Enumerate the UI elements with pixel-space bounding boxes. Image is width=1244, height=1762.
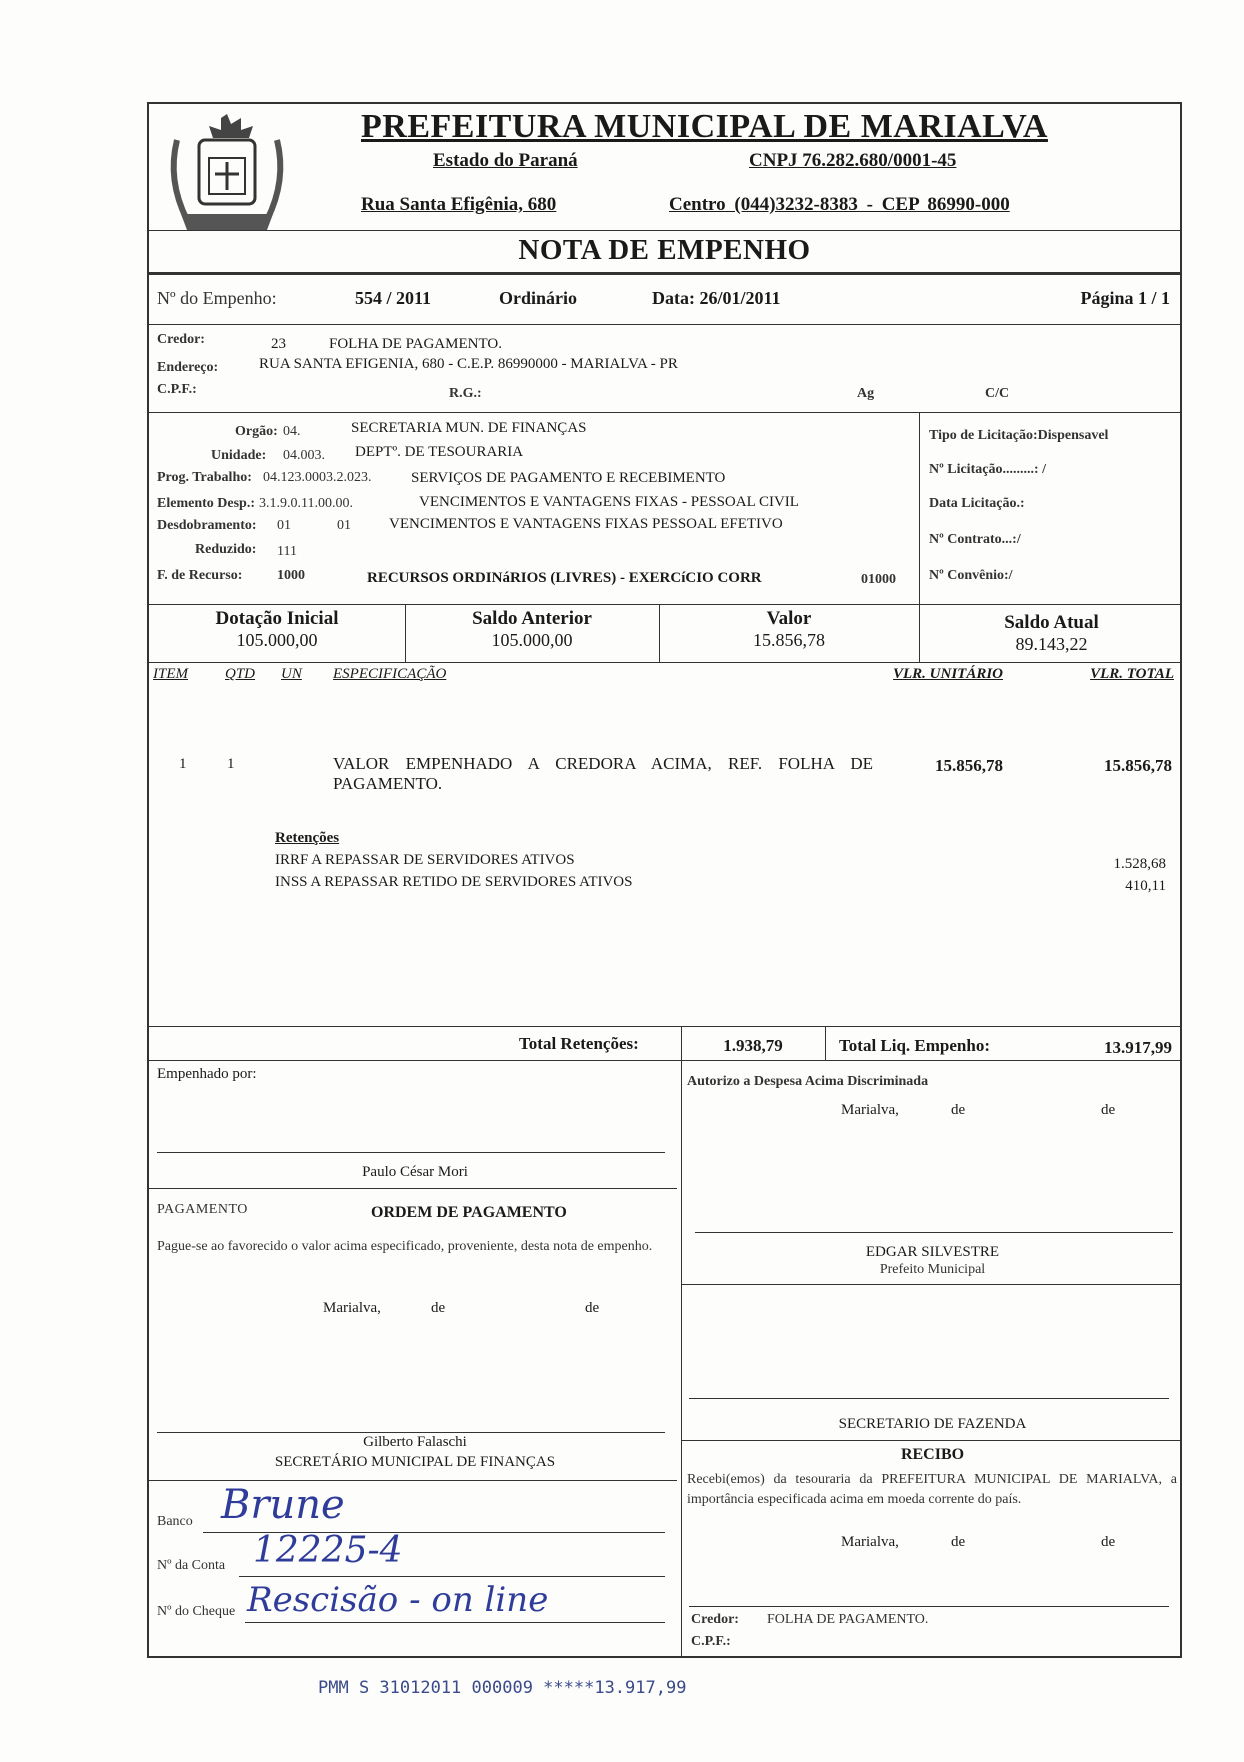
total-liq-label: Total Liq. Empenho: [839, 1036, 990, 1055]
col-vlr-unitario: VLR. UNITÁRIO [893, 666, 1004, 682]
municipal-coat-of-arms-icon [157, 110, 297, 238]
doc-title: NOTA DE EMPENHO [518, 234, 811, 266]
unidade-name: DEPTº. DE TESOURARIA [355, 444, 524, 460]
row-especificacao: VALOR EMPENHADO A CREDORA ACIMA, REF. FOLHA DE PAGAMENTO. [333, 754, 873, 793]
retencao-inss-value: 410,11 [1125, 878, 1166, 894]
numero-convenio: Nº Convênio:/ [929, 568, 1013, 583]
autorizo-city: Marialva, [841, 1102, 899, 1118]
rg-label: R.G.: [449, 386, 482, 401]
pague-text: Pague-se ao favorecido o valor acima especificado, proveniente, desta nota de empenho. [157, 1239, 653, 1254]
col-un: UN [281, 666, 302, 682]
nota-de-empenho-form [147, 102, 1182, 1658]
recurso-suffix: 01000 [861, 572, 896, 587]
data-licitacao: Data Licitação.: [929, 496, 1025, 511]
total-retencoes-value: 1.938,79 [723, 1036, 783, 1055]
page-number: Página 1 / 1 [1080, 288, 1170, 308]
prog-label: Prog. Trabalho: [157, 470, 252, 485]
state-label: Estado do Paraná [433, 150, 578, 171]
unidade-code: 04.003. [283, 448, 325, 463]
empenho-number-label: Nº do Empenho: [157, 288, 277, 308]
district-phone-cep: Centro (044)3232-8383 - CEP 86990-000 [669, 194, 1010, 215]
banco-handwriting: Brune [221, 1482, 345, 1528]
numero-contrato: Nº Contrato...:/ [929, 532, 1021, 547]
unidade-label: Unidade: [211, 448, 267, 463]
credor-code: 23 [271, 336, 286, 352]
row-vlr-unitario: 15.856,78 [935, 756, 1003, 775]
orgao-code: 04. [283, 424, 301, 439]
ag-label: Ag [857, 386, 875, 401]
cpf-label: C.P.F.: [157, 382, 197, 397]
retencao-inss: INSS A REPASSAR RETIDO DE SERVIDORES ATIVOS [275, 874, 633, 890]
retencao-irrf: IRRF A REPASSAR DE SERVIDORES ATIVOS [275, 852, 575, 868]
elemento-name: VENCIMENTOS E VANTAGENS FIXAS - PESSOAL CIVIL [419, 494, 799, 510]
autorizo-de-1: de [951, 1102, 966, 1118]
prog-name: SERVIÇOS DE PAGAMENTO E RECEBIMENTO [411, 470, 726, 486]
cheque-handwriting: Rescisão - on line [247, 1580, 549, 1620]
row-item: 1 [179, 756, 187, 772]
dotacao-label: Dotação Inicial [215, 608, 339, 629]
address-field-label: Endereço: [157, 360, 219, 375]
empenhado-por-label: Empenhado por: [157, 1066, 257, 1082]
reduzido-label: Reduzido: [195, 542, 257, 557]
pagamento-label: PAGAMENTO [157, 1202, 248, 1217]
valor-label: Valor [766, 608, 812, 629]
total-retencoes-label: Total Retenções: [519, 1034, 639, 1053]
orgao-name: SECRETARIA MUN. DE FINANÇAS [351, 420, 587, 436]
prefeito-title: Prefeito Municipal [879, 1262, 986, 1277]
pagamento-de-1: de [431, 1300, 446, 1316]
elemento-code: 3.1.9.0.11.00.00. [259, 496, 353, 511]
conta-handwriting: 12225-4 [253, 1530, 403, 1571]
saldo-anterior-label: Saldo Anterior [472, 608, 592, 629]
cc-label: C/C [985, 386, 1010, 401]
autorizo-de-2: de [1101, 1102, 1116, 1118]
saldo-atual-value: 89.143,22 [1015, 634, 1088, 654]
credor-address: RUA SANTA EFIGENIA, 680 - C.E.P. 86990000 - MARIALVA - PR [259, 356, 678, 372]
recibo-de-2: de [1101, 1534, 1116, 1550]
financas-title: SECRETÁRIO MUNICIPAL DE FINANÇAS [274, 1454, 556, 1470]
recurso-label: F. de Recurso: [157, 568, 243, 583]
empenho-type: Ordinário [499, 288, 578, 308]
recibo-credor-name: FOLHA DE PAGAMENTO. [767, 1612, 929, 1627]
address-label: Rua Santa Efigênia, 680 [361, 194, 557, 215]
secretario-fazenda: SECRETARIO DE FAZENDA [838, 1416, 1027, 1432]
col-qtd: QTD [225, 666, 256, 682]
row-qtd: 1 [227, 756, 235, 772]
credor-label: Credor: [157, 332, 205, 347]
recibo-credor-label: Credor: [691, 1612, 739, 1627]
pagamento-city: Marialva, [323, 1300, 381, 1316]
pagamento-de-2: de [585, 1300, 600, 1316]
prefeitura-title: PREFEITURA MUNICIPAL DE MARIALVA [361, 108, 1048, 145]
tipo-licitacao: Tipo de Licitação:Dispensavel [929, 428, 1109, 443]
prog-code: 04.123.0003.2.023. [263, 470, 372, 485]
conta-label: Nº da Conta [157, 1558, 226, 1573]
col-especificacao: ESPECIFICAÇÃO [333, 666, 447, 682]
desdobramento-code-1: 01 [277, 518, 291, 533]
elemento-label: Elemento Desp.: [157, 496, 255, 511]
empenhado-por-name: Paulo César Mori [362, 1164, 468, 1180]
recibo-title: RECIBO [900, 1446, 965, 1463]
financas-name: Gilberto Falaschi [363, 1434, 467, 1450]
recibo-city: Marialva, [841, 1534, 899, 1550]
empenho-number: 554 / 2011 [355, 288, 432, 308]
cnpj-label: CNPJ 76.282.680/0001-45 [749, 150, 957, 171]
saldo-atual-label: Saldo Atual [1004, 612, 1099, 633]
reduzido-value: 111 [277, 544, 297, 559]
total-liq-value: 13.917,99 [1104, 1038, 1172, 1057]
row-vlr-total: 15.856,78 [1104, 756, 1172, 775]
col-item: ITEM [153, 666, 188, 682]
orgao-label: Orgão: [235, 424, 278, 439]
desdobramento-name: VENCIMENTOS E VANTAGENS FIXAS PESSOAL EFETIVO [389, 516, 783, 532]
numero-licitacao: Nº Licitação.........: / [929, 462, 1046, 477]
dotacao-value: 105.000,00 [236, 630, 318, 650]
autorizo-label: Autorizo a Despesa Acima Discriminada [687, 1074, 929, 1089]
footer-stamp: PMM S 31012011 000009 *****13.917,99 [318, 1678, 687, 1698]
valor-value: 15.856,78 [753, 630, 825, 650]
saldo-anterior-value: 105.000,00 [491, 630, 573, 650]
recurso-name: RECURSOS ORDINáRIOS (LIVRES) - EXERCíCIO CORR [367, 570, 762, 586]
credor-name: FOLHA DE PAGAMENTO. [329, 336, 502, 352]
recibo-text: Recebi(emos) da tesouraria da PREFEITURA MUNICIPAL DE MARIALVA, a importância especificada acima em moeda corrente do país. [687, 1472, 1177, 1507]
recibo-cpf-label: C.P.F.: [691, 1634, 731, 1649]
col-vlr-total: VLR. TOTAL [1090, 666, 1174, 682]
retencao-irrf-value: 1.528,68 [1113, 856, 1166, 872]
banco-label: Banco [157, 1514, 193, 1529]
recurso-code: 1000 [277, 568, 305, 583]
desdobramento-label: Desdobramento: [157, 518, 257, 533]
ordem-pagamento-label: ORDEM DE PAGAMENTO [371, 1204, 567, 1221]
recibo-de-1: de [951, 1534, 966, 1550]
empenho-date: Data: 26/01/2011 [652, 288, 781, 308]
prefeito-name: EDGAR SILVESTRE [865, 1244, 1000, 1260]
cheque-label: Nº do Cheque [157, 1604, 236, 1619]
desdobramento-code-2: 01 [337, 518, 351, 533]
retencoes-title: Retenções [275, 830, 340, 846]
